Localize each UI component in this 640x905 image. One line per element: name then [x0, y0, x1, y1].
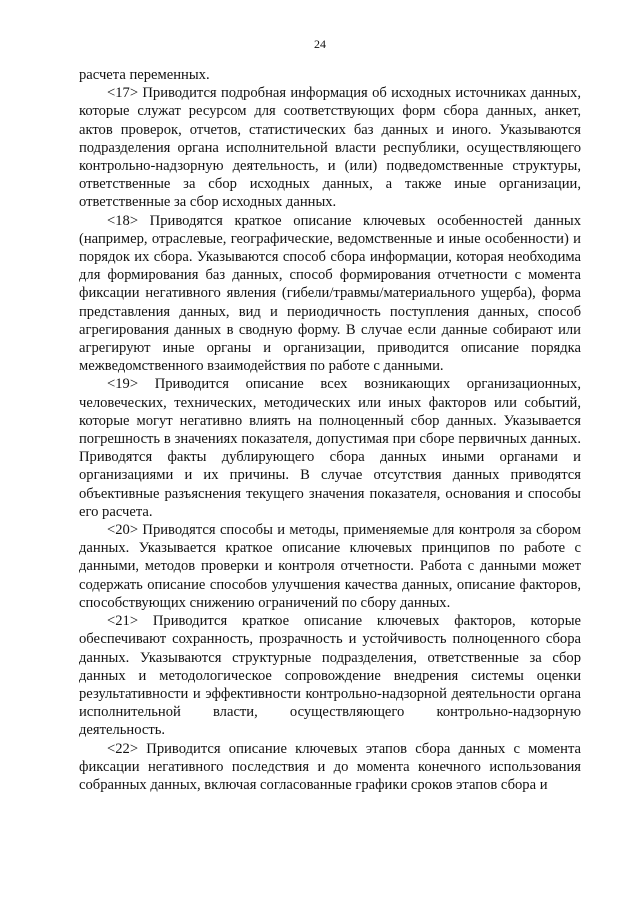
paragraph-footnote-18: <18> Приводятся краткое описание ключевых особенностей данных (например, отраслевые, географические, ведомственные и иные особенности) и порядок их сбора. Указываются способ сбора информации, которая необходима для формирования баз данных, способ формирования отчетности с момента фиксации негативного явления (гибели/травмы/материального ущерба), форма представления данных, вид и периодичность поступления данных, способ агрегирования данных в сводную форму. В случае если данные собирают или агрегируют иные органы и организации, приводится описание порядка межведомственного взаимодействия по работе с данными. — [79, 212, 581, 375]
paragraph-footnote-20: <20> Приводятся способы и методы, применяемые для контроля за сбором данных. Указывается краткое описание ключевых принципов по работе с данными, методов проверки и контроля отчетности. Работа с данными может содержать описание способов улучшения качества данных, описание факторов, способствующих снижению ограничений по сбору данных. — [79, 522, 581, 611]
paragraph-continuation: расчета переменных. — [79, 67, 210, 83]
paragraph-footnote-22: <22> Приводится описание ключевых этапов сбора данных с момента фиксации негативного последствия и до момента конечного использования собранных данных, включая согласованные графики сроков этапов сбора и — [79, 740, 581, 793]
paragraph-footnote-19: <19> Приводится описание всех возникающих организационных, человеческих, технических, методических или иных факторов или событий, которые могут негативно влиять на полноценный сбор данных. Указывается погрешность в значениях показателя, допустимая при сборе первичных данных. Приводятся факты дублирующего сбора данных иными органами и организациями и их причины. В случае отсутствия данных приводятся объективные разъяснения текущего значения показателя, основания и способы его расчета. — [79, 376, 581, 520]
paragraph-footnote-21: <21> Приводится краткое описание ключевых факторов, которые обеспечивают сохранность, прозрачность и устойчивость полноценного сбора данных. Указываются структурные подразделения, ответственные за сбор данных и методологическое сопровождение внедрения системы оценки результативности и эффективности контрольно-надзорной деятельности органа исполнительной власти, осуществляющего контрольно-надзорную деятельность. — [79, 613, 581, 739]
page-number: 24 — [314, 37, 326, 51]
document-body — [79, 66, 581, 794]
paragraph-footnote-17: <17> Приводится подробная информация об исходных источниках данных, которые служат ресурсом для соответствующих форм сбора данных, анкет, актов проверок, отчетов, статистических баз данных и иного. Указываются подразделения органа исполнительной власти республики, осуществляющего контрольно-надзорную деятельность, и (или) подведомственные структуры, ответственные за сбор исходных данных, а также иные организации, ответственные за сбор исходных данных. — [79, 85, 581, 211]
